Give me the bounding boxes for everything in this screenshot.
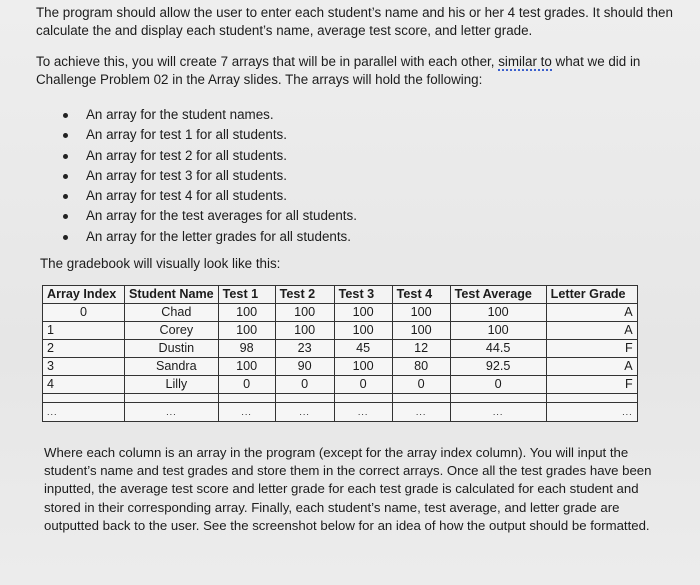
- table-row: 0 Chad 100 100 100 100 100 A: [43, 304, 638, 322]
- list-item: An array for test 1 for all students.: [60, 125, 480, 145]
- list-item: An array for the student names.: [60, 105, 480, 125]
- arrays-paragraph-after: what we did in Challenge Problem 02 in the Array slides. The arrays will hold the following:: [36, 54, 641, 87]
- list-item: An array for the test averages for all students.: [60, 206, 480, 226]
- header-letter-grade: Letter Grade: [546, 286, 637, 304]
- bullet-icon: [63, 235, 68, 240]
- list-item: An array for test 3 for all students.: [60, 166, 480, 186]
- gradebook-intro: The gradebook will visually look like this:: [40, 256, 281, 271]
- table-row-blank: [43, 394, 638, 403]
- header-test-average: Test Average: [450, 286, 546, 304]
- table-header-row: [43, 286, 638, 304]
- table-row: 3 Sandra 100 90 100 80 92.5 A: [43, 358, 638, 376]
- arrays-paragraph-before: To achieve this, you will create 7 arrays that will be in parallel with each other,: [36, 54, 499, 69]
- header-student-name: Student Name: [125, 286, 219, 304]
- header-test-4: Test 4: [392, 286, 450, 304]
- table-row: 1 Corey 100 100 100 100 100 A: [43, 322, 638, 340]
- bullet-icon: [63, 194, 68, 199]
- closing-paragraph: Where each column is an array in the program (except for the array index column). You will input the student’s name and test grades and store them in the correct arrays. Once all the test grades have been inputted, the average test score and letter grade for each test grade is calculated for each student and stored in their corresponding array. Finally, each student’s name, test average, and letter grade are outputted back to the user. See the screenshot below for an idea of how the output should be formatted.: [44, 445, 652, 533]
- bullet-icon: [63, 214, 68, 219]
- dotted-underlined-phrase: similar to: [498, 54, 552, 69]
- header-test-3: Test 3: [334, 286, 392, 304]
- intro-paragraph: The program should allow the user to enter each student’s name and his or her 4 test grades. It should then calculate the and display each student’s name, average test score, and letter grade.: [36, 5, 673, 38]
- gradebook-table: [42, 285, 638, 422]
- table-row: 4 Lilly 0 0 0 0 0 F: [43, 376, 638, 394]
- bullet-icon: [63, 174, 68, 179]
- header-test-2: Test 2: [275, 286, 334, 304]
- table-row: 2 Dustin 98 23 45 12 44.5 F: [43, 340, 638, 358]
- arrays-paragraph: [36, 53, 676, 89]
- table-row-ellipsis: ... ... ... ... ... ... ... ...: [43, 403, 638, 422]
- list-item: An array for test 4 for all students.: [60, 186, 480, 206]
- list-item: An array for test 2 for all students.: [60, 146, 480, 166]
- bullet-icon: [63, 133, 68, 138]
- array-bullet-list: [60, 105, 480, 247]
- header-array-index: Array Index: [43, 286, 125, 304]
- list-item: An array for the letter grades for all students.: [60, 227, 480, 247]
- bullet-icon: [63, 154, 68, 159]
- bullet-icon: [63, 113, 68, 118]
- header-test-1: Test 1: [218, 286, 275, 304]
